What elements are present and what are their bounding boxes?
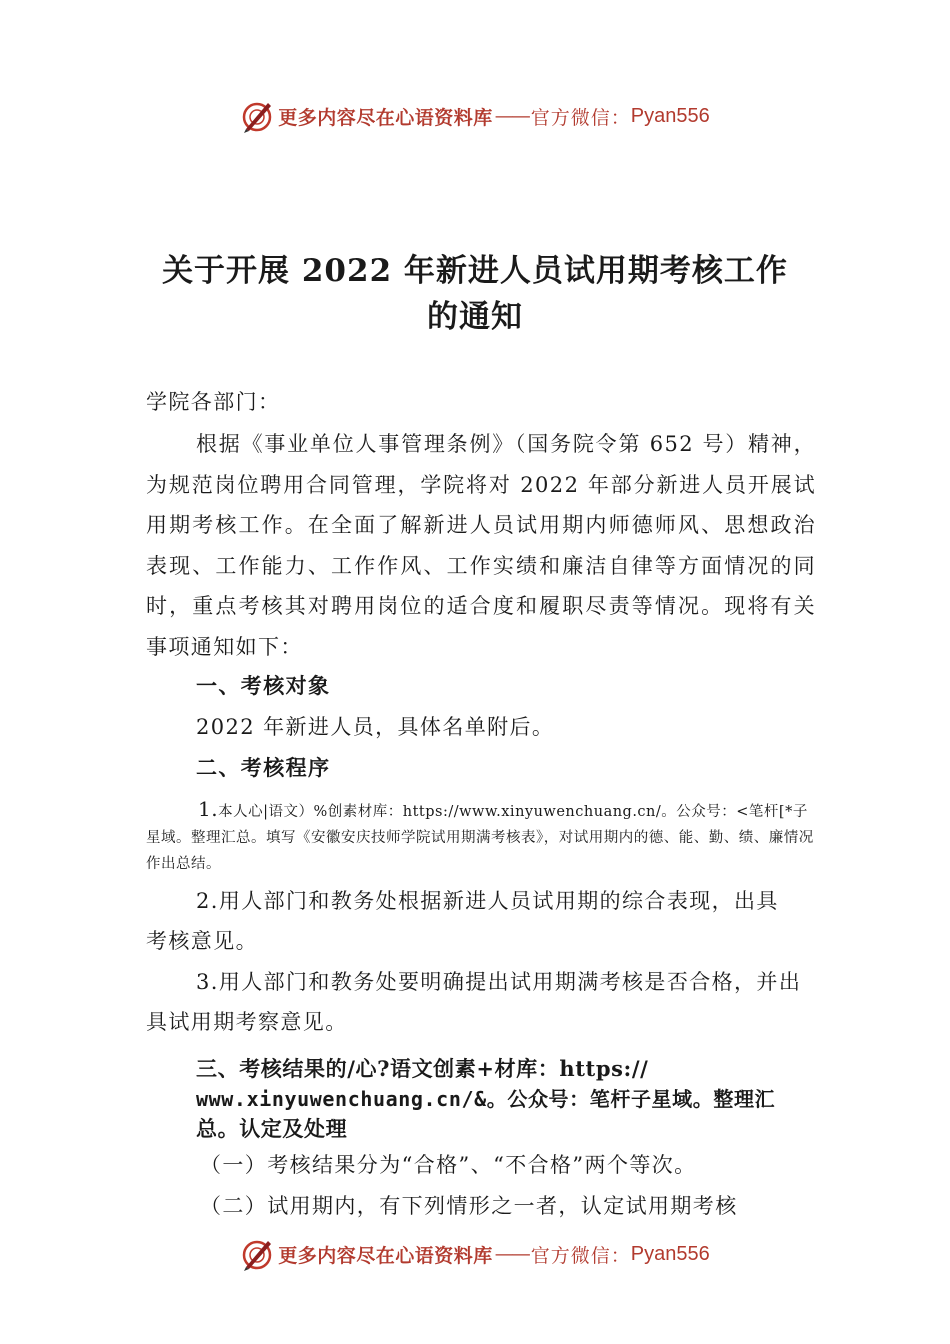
pen-seal-logo-icon <box>240 99 274 133</box>
section2-item1 <box>146 796 816 877</box>
section2-item1-number: 1. <box>198 797 219 821</box>
salutation: 学院各部门： <box>146 390 281 414</box>
section1-text: 2022 年新进人员，具体名单附后。 <box>196 715 555 739</box>
section1-heading: 一、考核对象 <box>196 673 331 698</box>
title-line-2: 的通知 <box>427 299 523 335</box>
document-title <box>120 248 830 340</box>
section2-item2: 2.用人部门和教务处根据新进人员试用期的综合表现，出具考核意见。 <box>146 889 779 953</box>
section3-heading-line-3: 总。认定及处理 <box>196 1116 348 1141</box>
banner-dash: —— <box>494 1243 529 1265</box>
section2-item1-text: 本人心|语文）%创素材库：https://www.xinyuwenchuang.cn/。公众号：<笔杆[*子星域。整理汇总。填写《安徽安庆技师学院试用期满考核表》，对试用期内的德、能、勤、绩、廉情况作出总结。 <box>146 804 814 872</box>
banner-wechat-label: 官方微信： <box>530 106 631 129</box>
section3-item2: （二）试用期内，有下列情形之一者，认定试用期考核 <box>200 1194 738 1218</box>
section3-heading <box>196 1054 836 1144</box>
intro-paragraph: 根据《事业单位人事管理条例》（国务院令第 652 号）精神，为规范岗位聘用合同管理，学院将对 2022 年部分新进人员开展试用期考核工作。在全面了解新进人员试用期内师德师风、思想政治表现、工作能力、工作作风、工作实绩和廉洁自律等方面情况的同时，重点考核其对聘用岗位的适合度和履职尽责等情况。现将有关事项通知如下： <box>146 432 816 659</box>
banner-main-text: 更多内容尽在心语资料库 <box>278 1244 493 1267</box>
section2-item3: 3.用人部门和教务处要明确提出试用期满考核是否合格，并出具试用期考察意见。 <box>146 970 802 1034</box>
banner-wechat-label: 官方微信： <box>530 1244 631 1267</box>
banner-wechat-id: Pyan556 <box>630 1242 710 1265</box>
section2-heading: 二、考核程序 <box>196 755 331 780</box>
section3-item1: （一）考核结果分为“合格”、“不合格”两个等次。 <box>200 1153 697 1177</box>
banner-dash: —— <box>494 105 529 127</box>
section3-heading-line-1: 三、考核结果的/心?语文创素+材库：https:// <box>196 1056 649 1081</box>
banner-main-text: 更多内容尽在心语资料库 <box>278 106 493 129</box>
title-line-1: 关于开展 2022 年新进人员试用期考核工作 <box>162 253 788 289</box>
section3-heading-line-2: www.xinyuwenchuang.cn/&。公众号：笔杆子星域。整理汇 <box>196 1087 776 1111</box>
footer-watermark-banner <box>0 1234 950 1274</box>
header-watermark-banner <box>0 96 950 136</box>
pen-seal-logo-icon <box>240 1237 274 1271</box>
banner-wechat-id: Pyan556 <box>630 104 710 127</box>
